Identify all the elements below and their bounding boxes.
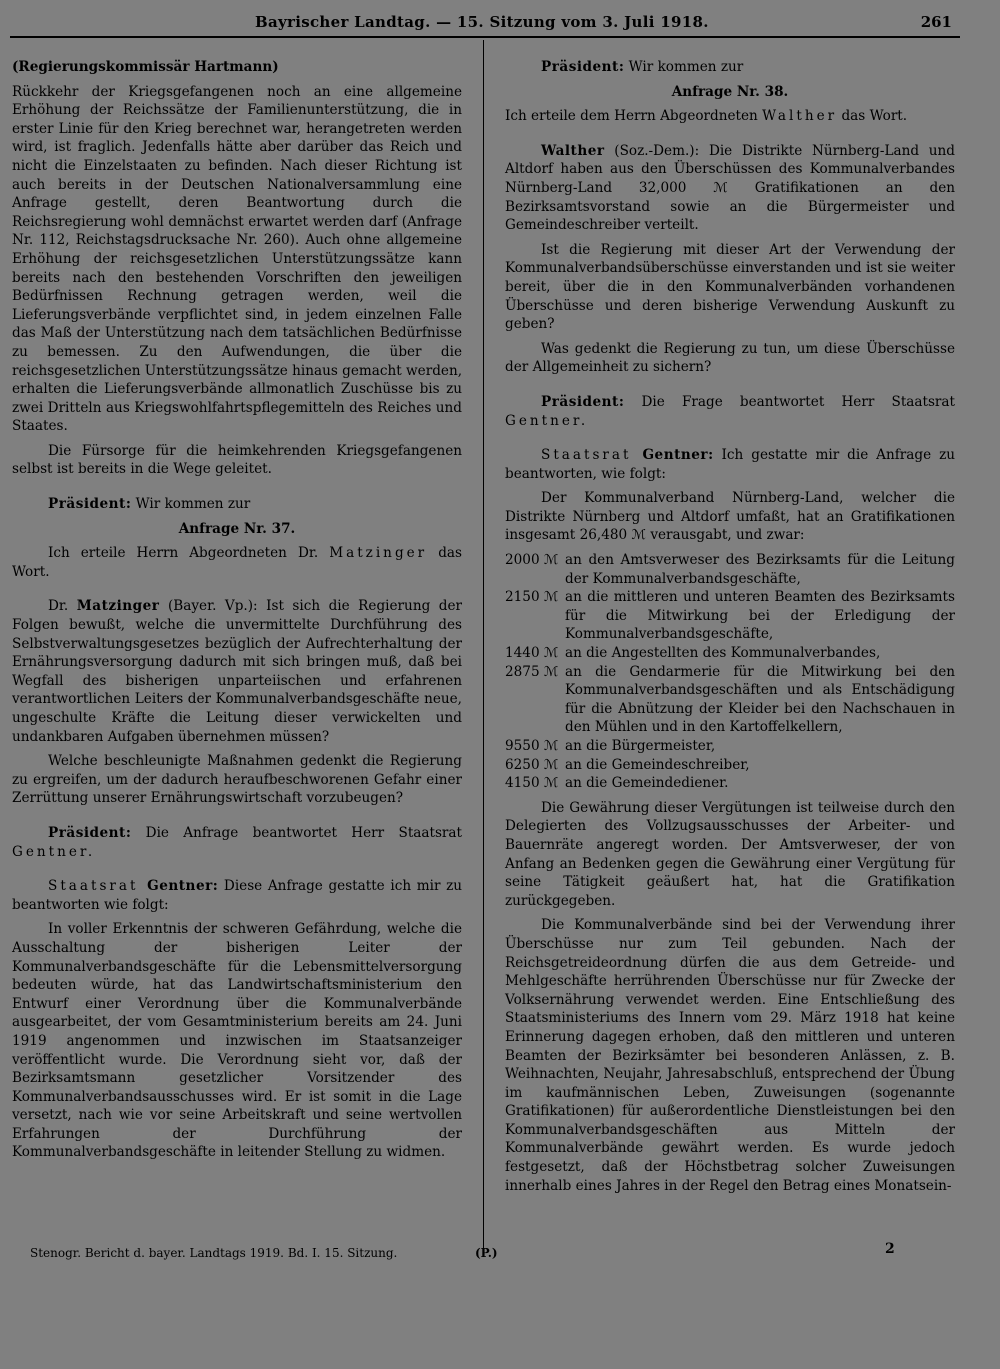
amount: 2150 ℳ <box>505 589 559 606</box>
speech <box>505 142 955 235</box>
list-item <box>505 737 955 756</box>
speech <box>12 877 462 914</box>
speaker-name: Walther <box>762 108 838 125</box>
speaker-name: Walther <box>541 142 605 159</box>
speech-text: Die Frage beantwortet Herr Staatsrat <box>624 393 955 410</box>
text: Ich erteile dem Herrn Abgeordneten <box>505 108 763 125</box>
speech-text: (Bayer. Vp.): Ist sich die Regierung der Folgen bewußt, welche die unvermittelte Durchführung des Selbstverwaltungsgesetzes bezüglich der Aufrechterhaltung der Ernährungsversorgung dadurch mit sich bringen muß, daß bei Wegfall des bisherigen unparteiischen und erfahrenen verantwortlichen Leiters der Kommunalverbandsgeschäfte neue, ungeschulte Kräfte die Leitung dieser verwickelten und undankbaren Aufgaben übernehmen müssen? <box>12 598 463 745</box>
speaker-name: Gentner. <box>505 412 589 429</box>
paragraph <box>12 544 462 581</box>
president-line <box>12 495 462 514</box>
president-line <box>12 824 462 861</box>
speaker-name: Matzinger <box>329 545 428 562</box>
item-text: an die Bürgermeister, <box>565 738 716 754</box>
list-item <box>505 663 955 737</box>
list-item <box>505 551 955 588</box>
right-column <box>505 58 955 1195</box>
speech <box>12 597 462 746</box>
paragraph: In voller Erkenntnis der schweren Gefährdung, welche die Ausschaltung der bisherigen Leiter der Kommunalverbandsgeschäfte für die Lebensmittelversorgung bedeuten würde, hat das Landwirtschaftsministerium den Entwurf einer Verordnung über die Kommunalverbände ausgearbeitet, der vom Gesamtministerium bereits am 24. Juni 1919 angenommen und inzwischen im Staatsanzeiger veröffentlicht wurde. Die Verordnung sieht vor, daß der Bezirksamtsmann gesetzlicher Vorsitzender des Kommunalverbandsausschusses wird. Er ist somit in die Lage versetzt, nach wie vor seine Arbeitskraft und seine wertvollen Erfahrungen der Durchführung der Kommunalverbandsgeschäfte in leitender Stellung zu widmen. <box>12 921 462 1161</box>
paragraph: Was gedenkt die Regierung zu tun, um diese Überschüsse der Allgemeinheit zu sichern? <box>505 340 955 376</box>
section-heading: Anfrage Nr. 37. <box>178 520 296 537</box>
item-text: an die Angestellten des Kommunalverbandes, <box>565 645 881 662</box>
source-note: Stenogr. Bericht d. bayer. Landtags 1919. Bd. I. 15. Sitzung. <box>30 1246 398 1260</box>
speaker-name: Gentner: <box>642 447 714 464</box>
speaker-tag: (Regierungskommissär Hartmann) <box>12 59 279 75</box>
text: das Wort. <box>837 108 908 125</box>
item-text: an die Gendarmerie für die Mitwirkung bei den Kommunalverbandsgeschäften und als Entschädigung für die Abnützung der Kleider bei den Nachschauen in den Mühlen und in den Kartoffelkellern, <box>565 663 955 736</box>
text: das Wort. <box>12 545 462 580</box>
item-text: an die Gemeindediener. <box>565 775 729 792</box>
speaker-name: Präsident: <box>541 59 625 75</box>
speech-text: Wir kommen zur <box>131 496 251 513</box>
speaker-name: Gentner: <box>147 878 219 895</box>
printer-mark: (P.) <box>475 1246 498 1260</box>
speech-text: (Soz.-Dem.): Die Distrikte Nürnberg-Land und Altdorf haben aus den Überschüssen des Kommunalverbandes Nürnberg-Land 32,000 ℳ Gratifikationen an den Bezirksamtsvorstand sowie an die Bürgermeister und Gemeindeschreiber verteilt. <box>505 142 955 234</box>
list-item <box>505 644 955 663</box>
list-item <box>505 756 955 775</box>
paragraph: Die Fürsorge für die heimkehrenden Kriegsgefangenen selbst ist bereits in die Wege geleitet. <box>12 442 462 478</box>
speaker-name: Präsident: <box>48 824 132 841</box>
column-divider <box>483 40 484 1250</box>
speech-text: Die Anfrage beantwortet Herr Staatsrat <box>131 824 462 841</box>
paragraph: Die Kommunalverbände sind bei der Verwendung ihrer Überschüsse nur zum Teil gebunden. Nach der Reichsgetreideordnung dürfen die aus dem Getreide- und Mehlgeschäfte herrührenden Überschüsse nur für Zwecke der Volksernährung verwendet werden. Eine Entschließung des Staatsministeriums des Innern vom 29. März 1918 hat keine Erinnerung dagegen erhoben, daß den mittleren und unteren Beamten der Bezirksämter bei besonderen Anlässen, z. B. Weihnachten, Neujahr, Jahresabschluß, entsprechend der Übung im kaufmännischen Leben, Zuweisungen (sogenannte Gratifikationen) für außerordentliche Dienstleistungen bei den Kommunalverbandsgeschäften aus Mitteln der Kommunalverbände gewährt werden. Es wurde jedoch festgesetzt, daß der Höchstbetrag solcher Zuweisungen innerhalb eines Jahres in der Regel den Betrag eines Monatsein- <box>505 917 955 1194</box>
header-rule <box>10 36 960 38</box>
speech <box>505 446 955 483</box>
paragraph <box>505 107 955 126</box>
amount: 4150 ℳ <box>505 775 559 792</box>
amount: 6250 ℳ <box>505 756 559 773</box>
president-line <box>505 58 955 77</box>
running-head: Bayrischer Landtag. — 15. Sitzung vom 3. Juli 1918. <box>255 13 709 31</box>
item-text: an den Amtsverweser des Bezirksamts für die Leitung der Kommunalverbandsgeschäfte, <box>565 552 955 587</box>
item-text: an die mittleren und unteren Beamten des Bezirksamts für die Mitwirkung bei der Erledigung der Kommunalverbandsgeschäfte, <box>565 589 955 643</box>
speech-text: Wir kommen zur <box>624 59 744 75</box>
page-number: 261 <box>920 13 952 31</box>
paragraph: Rückkehr der Kriegsgefangenen noch an eine allgemeine Erhöhung der Reichssätze der Familienunterstützung, die in erster Linie für den Krieg berechnet war, herangetreten werden wird, ist fraglich. Jedenfalls hätte aber darüber das Reich und nicht die Einzelstaaten zu befinden. Nach dieser Richtung ist auch bereits in der Deutschen Nationalversammlung eine Anfrage gestellt, deren Beantwortung durch die Reichsregierung wohl demnächst erwartet werden darf (Anfrage Nr. 112, Reichstagsdrucksache Nr. 260). Auch ohne allgemeine Erhöhung der reichsgesetzlichen Unterstützungssätze kann bereits nach den bestehenden Vorschriften den jeweiligen Bedürfnissen Rechnung getragen werden, weil die Lieferungsverbände verpflichtet sind, in jedem einzelnen Falle das Maß der Unterstützung nach dem tatsächlichen Bedürfnisse zu bemessen. Zu den Aufwendungen, die über die reichsgesetzlichen Unterstützungssätze hinaus gemacht werden, erhalten die Lieferungsverbände allmonatlich Zuschüsse bis zu zwei Dritteln aus Kriegswohlfahrtspflegemitteln des Reiches und Staates. <box>12 83 463 435</box>
section-heading: Anfrage Nr. 38. <box>671 83 789 100</box>
page-footer <box>30 1241 960 1264</box>
list-item <box>505 774 955 793</box>
amount: 2000 ℳ <box>505 552 559 569</box>
page-header <box>0 8 1000 32</box>
item-text: an die Gemeindeschreiber, <box>565 756 750 773</box>
speech-text: Diese Anfrage gestatte ich mir zu beantworten wie folgt: <box>12 878 463 913</box>
speech-text: Ich gestatte mir die Anfrage zu beantworten, wie folgt: <box>505 447 956 482</box>
speaker-name: Matzinger <box>76 598 160 615</box>
title: Staatsrat <box>48 878 148 895</box>
speaker-name: Präsident: <box>48 496 132 513</box>
amount: 9550 ℳ <box>505 738 559 754</box>
paragraph: Ist die Regierung mit dieser Art der Verwendung der Kommunalverbandsüberschüsse einverstanden und ist sie weiter bereit, über die in den Kommunalverbänden vorhandenen Überschüsse und deren bisherige Verwendung Auskunft zu geben? <box>505 241 955 333</box>
paragraph: Der Kommunalverband Nürnberg-Land, welcher die Distrikte Nürnberg und Altdorf umfaßt, hat an Gratifikationen insgesamt 26,480 ℳ verausgabt, und zwar: <box>505 490 955 544</box>
title: Dr. <box>48 598 77 615</box>
paragraph: Welche beschleunigte Maßnahmen gedenkt die Regierung zu ergreifen, um der dadurch heraufbeschworenen Gefahr einer Zerrüttung unserer Ernährungswirtschaft vorzubeugen? <box>12 753 462 807</box>
title: Staatsrat <box>541 447 643 464</box>
text: Ich erteile Herrn Abgeordneten Dr. <box>48 545 330 562</box>
gratification-list <box>505 551 955 793</box>
sheet-signature: 2 <box>885 1241 895 1257</box>
speaker-name: Präsident: <box>541 393 625 410</box>
amount: 1440 ℳ <box>505 645 559 662</box>
left-column <box>12 58 462 1162</box>
speaker-name: Gentner. <box>12 843 96 860</box>
president-line <box>505 393 955 430</box>
amount: 2875 ℳ <box>505 663 559 680</box>
paragraph: Die Gewährung dieser Vergütungen ist teilweise durch den Delegierten des Vollzugsausschusses der Arbeiter- und Bauernräte angeregt worden. Der Amtsverweser, der von Anfang an Bedenken gegen die Gewährung einer Vergütung für seine Tätigkeit geäußert hat, hat die Gratifikation zurückgegeben. <box>505 799 955 909</box>
list-item <box>505 588 955 644</box>
